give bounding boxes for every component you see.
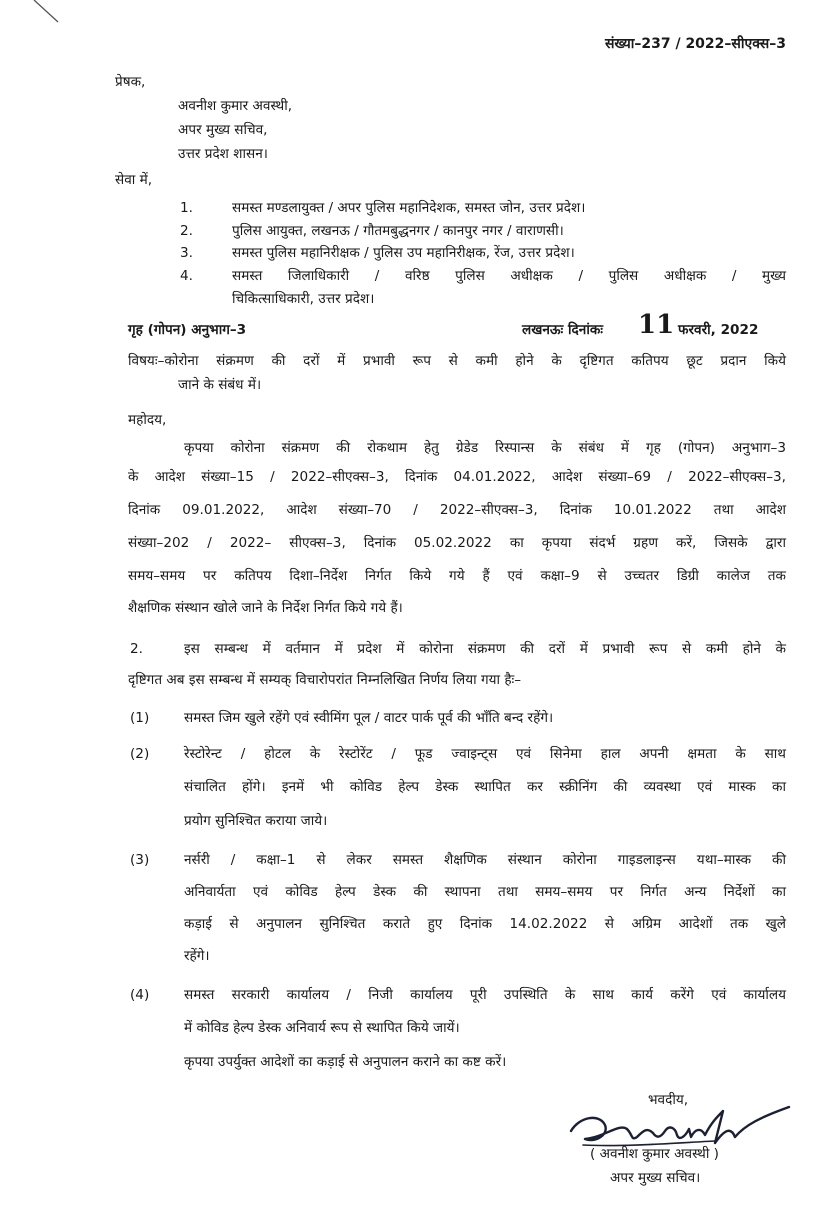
decision-line: रेस्टोरेन्ट / होटल के रेस्टोरेंट / फूड ज्वाइन्ट्स एवं सिनेमा हाल अपनी क्षमता के साथ — [184, 746, 786, 762]
salutation: महोदय, — [128, 412, 167, 428]
paragraph-line: संख्या–202 / 2022– सीएक्स–3, दिनांक 05.02.2022 का कृपया संदर्भ ग्रहण करें, जिसके द्वारा — [128, 535, 786, 551]
decision-number: (2) — [130, 746, 150, 762]
recipient-line: पुलिस आयुक्त, लखनऊ / गौतमबुद्धनगर / कानपुर नगर / वाराणसी। — [232, 223, 564, 239]
signatory-name: ( अवनीश कुमार अवस्थी ) — [590, 1146, 719, 1162]
recipient-num: 4. — [180, 268, 193, 284]
recipient-line: समस्त जिलाधिकारी / वरिष्ठ पुलिस अधीक्षक / पुलिस अधीक्षक / मुख्य — [232, 268, 786, 284]
decision-line: संचालित होंगे। इनमें भी कोविड हेल्प डेस्क स्थापित कर स्क्रीनिंग की व्यवस्था एवं मास्क का — [184, 779, 786, 795]
signatory-designation: अपर मुख्य सचिव। — [610, 1170, 701, 1186]
paragraph-line: समय–समय पर कतिपय दिशा–निर्देश निर्गत किये गये हैं एवं कक्षा–9 से उच्चतर डिग्री कालेज तक — [128, 568, 786, 584]
scan-corner-mark — [32, 0, 72, 26]
sender-office: उत्तर प्रदेश शासन। — [178, 146, 268, 162]
decision-line: रहेंगे। — [184, 948, 210, 964]
recipient-line: समस्त मण्डलायुक्त / अपर पुलिस महानिदेशक, समस्त जोन, उत्तर प्रदेश। — [232, 200, 586, 216]
reference-number: संख्या–237 / 2022–सीएक्स–3 — [604, 36, 786, 52]
valediction: भवदीय, — [648, 1092, 689, 1108]
recipient-num: 3. — [180, 245, 193, 261]
recipient-num: 2. — [180, 223, 193, 239]
decision-number: (4) — [130, 987, 150, 1003]
recipient-line: समस्त पुलिस महानिरीक्षक / पुलिस उप महानिरीक्षक, रेंज, उत्तर प्रदेश। — [232, 245, 575, 261]
closing-request: कृपया उपर्युक्त आदेशों का कड़ाई से अनुपालन कराने का कष्ट करें। — [184, 1054, 507, 1070]
paragraph-line: दृष्टिगत अब इस सम्बन्ध में सम्यक् विचारोपरांत निम्नलिखित निर्णय लिया गया हैः– — [128, 672, 522, 688]
recipient-line: चिकित्साधिकारी, उत्तर प्रदेश। — [232, 291, 375, 307]
place-date-label: लखनऊः दिनांकः — [522, 322, 604, 338]
month-year: फरवरी, 2022 — [678, 322, 759, 338]
recipient-num: 1. — [180, 200, 193, 216]
subject-line: विषयः–कोरोना संक्रमण की दरों में प्रभावी रूप से कमी होने के दृष्टिगत कतिपय छूट प्रदान किये — [128, 353, 786, 369]
decision-line: समस्त जिम खुले रहेंगे एवं स्वीमिंग पूल / वाटर पार्क पूर्व की भाँति बन्द रहेंगे। — [184, 710, 554, 726]
handwritten-day: 11 — [638, 310, 675, 340]
decision-line: प्रयोग सुनिश्चित कराया जाये। — [184, 813, 328, 829]
sender-label: प्रेषक, — [115, 74, 146, 90]
decision-line: नर्सरी / कक्षा–1 से लेकर समस्त शैक्षणिक संस्थान कोरोना गाइडलाइन्स यथा–मास्क की — [184, 852, 786, 868]
recipients-label: सेवा में, — [115, 172, 153, 188]
paragraph-line: कृपया कोरोना संक्रमण की रोकथाम हेतु ग्रेडेड रिस्पान्स के संबंध में गृह (गोपन) अनुभाग–3 — [184, 440, 786, 456]
sender-designation: अपर मुख्य सचिव, — [178, 122, 268, 138]
decision-line: समस्त सरकारी कार्यालय / निजी कार्यालय पूरी उपस्थिति के साथ कार्य करेंगे एवं कार्यालय — [184, 987, 786, 1003]
department-name: गृह (गोपन) अनुभाग–3 — [128, 322, 247, 338]
paragraph-number: 2. — [130, 641, 143, 657]
paragraph-line: शैक्षणिक संस्थान खोले जाने के निर्देश निर्गत किये गये हैं। — [128, 600, 403, 616]
paragraph-line: के आदेश संख्या–15 / 2022–सीएक्स–3, दिनांक 04.01.2022, आदेश संख्या–69 / 2022–सीएक्स–3, — [128, 469, 786, 485]
decision-number: (3) — [130, 852, 150, 868]
decision-line: में कोविड हेल्प डेस्क अनिवार्य रूप से स्थापित किये जायें। — [184, 1020, 460, 1036]
paragraph-line: दिनांक 09.01.2022, आदेश संख्या–70 / 2022–सीएक्स–3, दिनांक 10.01.2022 तथा आदेश — [128, 502, 786, 518]
sender-name: अवनीश कुमार अवस्थी, — [178, 98, 293, 114]
decision-number: (1) — [130, 710, 150, 726]
subject-line: जाने के संबंध में। — [178, 377, 262, 393]
decision-line: कड़ाई से अनुपालन सुनिश्चित कराते हुए दिनांक 14.02.2022 से अग्रिम आदेशों तक खुले — [184, 916, 786, 932]
decision-line: अनिवार्यता एवं कोविड हेल्प डेस्क की स्थापना तथा समय–समय पर निर्गत अन्य निर्देशों का — [184, 884, 786, 900]
paragraph-line: इस सम्बन्ध में वर्तमान में प्रदेश में कोरोना संक्रमण की दरों में प्रभावी रूप से कमी होने के — [184, 641, 786, 657]
